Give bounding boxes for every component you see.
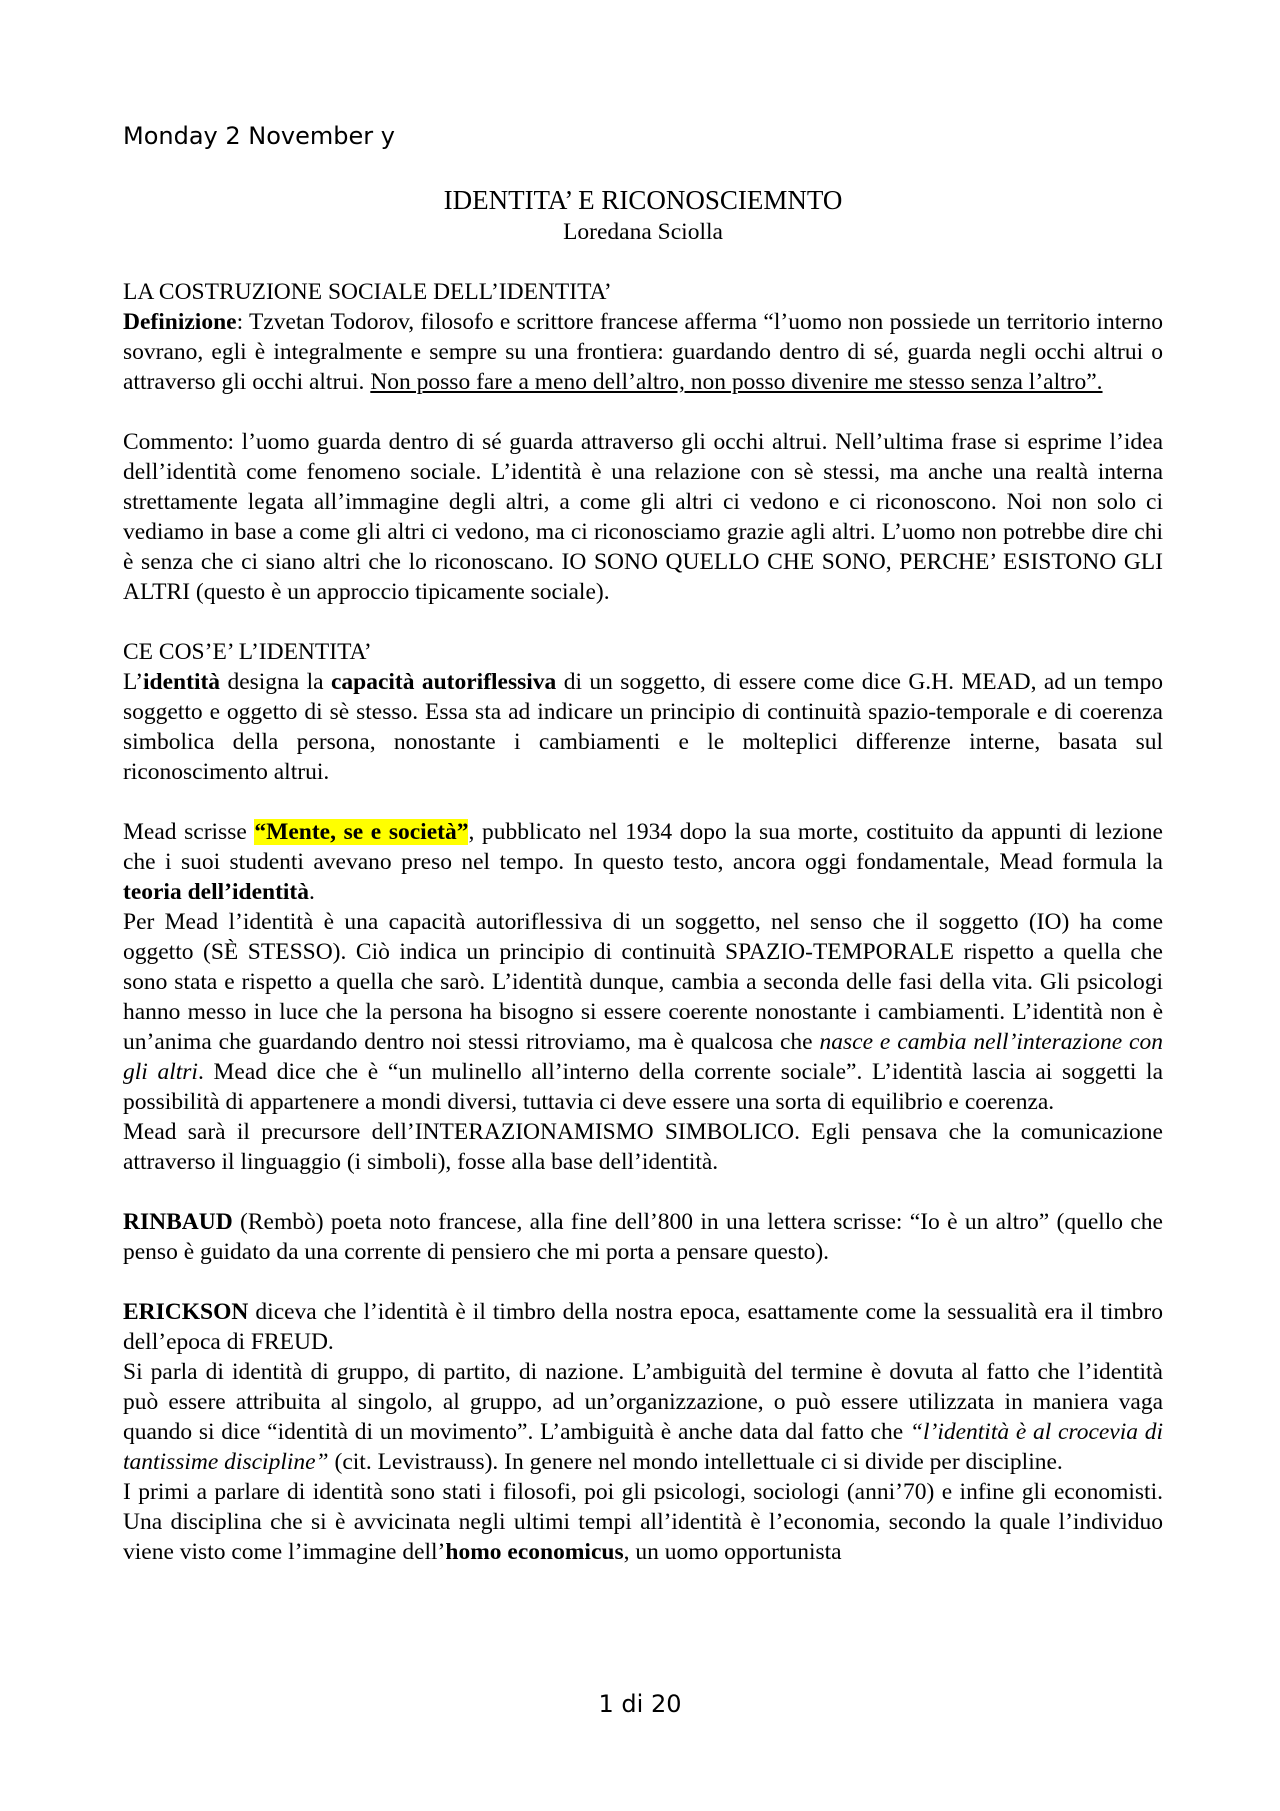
highlighted-book-title: “Mente, se e società”	[254, 819, 469, 845]
spacer	[123, 247, 1163, 277]
definition-paragraph	[123, 307, 1163, 397]
mead-paragraph-2	[123, 907, 1163, 1117]
gruppo-paragraph	[123, 1357, 1163, 1477]
text-run: , pubblicato nel 1934 dopo la sua morte, costituito da appunti di lezione che i suoi studenti avevano preso nel tempo. In questo testo, ancora oggi fondamentale, Mead formula la	[123, 819, 1163, 875]
text-run: Si parla di identità di gruppo, di partito, di nazione. L’ambiguità del termine è dovuta al fatto che l’identità può essere attribuita al singolo, al gruppo, ad un’organizzazione, o può essere utilizzata in maniera vaga quando si dice “identità di un movimento”. L’ambiguità è anche data dal fatto che	[123, 1359, 1163, 1445]
commento-paragraph: Commento: l’uomo guarda dentro di sé guarda attraverso gli occhi altrui. Nell’ultima frase si esprime l’idea dell’identità come fenomeno sociale. L’identità è una relazione con sè stessi, ma anche una realtà interna strettamente legata all’immagine degli altri, a come gli altri ci vedono e ci riconoscono. Noi non solo ci vediamo in base a come gli altri ci vedono, ma ci riconosciamo grazie agli altri. L’uomo non potrebbe dire chi è senza che ci siano altri che lo riconoscano. IO SONO QUELLO CHE SONO, PERCHE’ ESISTONO GLI ALTRI (questo è un approccio tipicamente sociale).	[123, 429, 1163, 605]
mead-paragraph-1	[123, 817, 1163, 907]
bold-teoria: teoria dell’identità	[123, 879, 310, 905]
spacer	[123, 787, 1163, 817]
definition-label: Definizione	[123, 309, 237, 335]
text-run: Mead scrisse	[123, 819, 255, 845]
section-heading-costruzione: LA COSTRUZIONE SOCIALE DELL’IDENTITA’	[123, 279, 612, 305]
italic-phrase: nasce e cambia nell’interazione con gli altri	[123, 1029, 1163, 1085]
header-date: Monday 2 November y	[123, 122, 395, 150]
text-run: I primi a parlare di identità sono stati i filosofi, poi gli psicologi, sociologi (anni’70) e infine gli economisti. Una disciplina che si è avvicinata negli ultimi tempi all’identità è l’economia, secondo la quale l’individuo viene visto come l’immagine dell’	[123, 1479, 1163, 1565]
text-run: (cit. Levistrauss). In genere nel mondo intellettuale ci si divide per discipline.	[328, 1449, 1063, 1475]
text-run: . Mead dice che è “un mulinello all’interno della corrente sociale”. L’identità lascia ai soggetti la possibilità di appartenere a mondi diversi, tuttavia ci deve essere una sorta di equilibrio e coerenza.	[123, 1059, 1163, 1115]
bold-capacita: capacità autoriflessiva	[330, 669, 557, 695]
spacer	[123, 607, 1163, 637]
text-run: designa la	[220, 669, 331, 695]
definition-underlined: Non posso fare a meno dell’altro, non posso divenire me stesso senza l’altro”.	[370, 369, 1103, 395]
spacer	[123, 397, 1163, 427]
bold-identita: identità	[143, 669, 221, 695]
document-body	[123, 183, 1163, 1567]
text-run: L’	[123, 669, 144, 695]
text-run: , un uomo opportunista	[623, 1539, 842, 1565]
spacer	[123, 1267, 1163, 1297]
page-number: 1 di 20	[598, 1690, 682, 1718]
document-author: Loredana Sciolla	[563, 219, 723, 245]
definition-text: : Tzvetan Todorov, filosofo e scrittore francese afferma “l’uomo non possiede un territorio interno sovrano, egli è integralmente e sempre su una frontiera: guardando dentro di sé, guarda negli occhi altrui o attraverso gli occhi altrui.	[123, 309, 1163, 395]
bold-rinbaud: RINBAUD	[123, 1209, 233, 1235]
document-title: IDENTITA’ E RICONOSCIEMNTO	[443, 185, 843, 215]
text-run: .	[309, 879, 315, 905]
text-run: (Rembò) poeta noto francese, alla fine dell’800 in una lettera scrisse: “Io è un altro” (quello che penso è guidato da una corrente di pensiero che mi porta a pensare questo).	[123, 1209, 1163, 1265]
text-run: di un soggetto, di essere come dice G.H. MEAD, ad un tempo soggetto e oggetto di sè stesso. Essa sta ad indicare un principio di continuità spazio-temporale e di coerenza simbolica della persona, nonostante i cambiamenti e le molteplici differenze interne, basata sul riconoscimento altrui.	[123, 669, 1163, 785]
italic-quote: “l’identità è al crocevia di tantissime discipline”	[123, 1419, 1164, 1475]
text-run: diceva che l’identità è il timbro della nostra epoca, esattamente come la sessualità era il timbro dell’epoca di FREUD.	[123, 1299, 1163, 1355]
section-heading-identita: CE COS’E’ L’IDENTITA’	[123, 639, 372, 665]
rinbaud-paragraph	[123, 1207, 1163, 1267]
bold-homo-economicus: homo economicus	[445, 1539, 624, 1565]
mead-paragraph-3: Mead sarà il precursore dell’INTERAZIONAMISMO SIMBOLICO. Egli pensava che la comunicazione attraverso il linguaggio (i simboli), fosse alla base dell’identità.	[123, 1119, 1163, 1175]
identita-paragraph	[123, 667, 1163, 787]
erickson-paragraph	[123, 1297, 1163, 1357]
primi-paragraph	[123, 1477, 1163, 1567]
spacer	[123, 1177, 1163, 1207]
text-run: Per Mead l’identità è una capacità autoriflessiva di un soggetto, nel senso che il soggetto (IO) ha come oggetto (SÈ STESSO). Ciò indica un principio di continuità SPAZIO-TEMPORALE rispetto a quella che sono stata e rispetto a quella che sarò. L’identità dunque, cambia a seconda delle fasi della vita. Gli psicologi hanno messo in luce che la persona ha bisogno si essere coerente nonostante i cambiamenti. L’identità non è un’anima che guardando dentro noi stessi ritroviamo, ma è qualcosa che	[123, 909, 1163, 1055]
bold-erickson: ERICKSON	[123, 1299, 249, 1325]
